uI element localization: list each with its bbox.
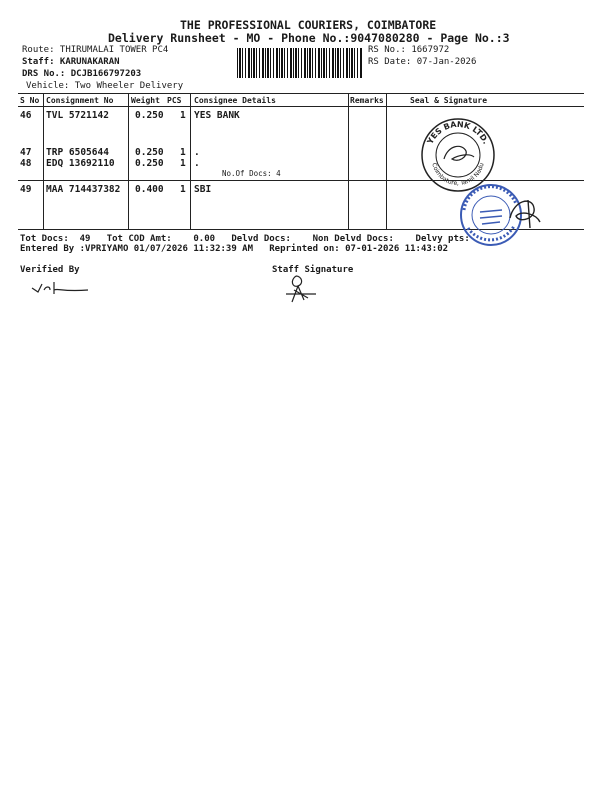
consignment-cell: EDQ 13692110 — [46, 158, 115, 169]
stamp-text-top: YES BANK LTD. — [425, 119, 491, 146]
consignment-cell: TRP 6505644 — [46, 147, 109, 158]
table-top-border — [18, 93, 584, 94]
col-header-remarks: Remarks — [350, 96, 384, 105]
verified-signature-icon — [28, 278, 98, 298]
company-title: THE PROFESSIONAL COURIERS, COIMBATORE — [180, 18, 437, 32]
col-header-seal: Seal & Signature — [410, 96, 488, 105]
details-cell: YES BANK — [194, 110, 240, 121]
pcs-cell: 1 — [180, 184, 186, 195]
rs-number: RS No.: 1667972 — [368, 45, 450, 55]
weight-cell: 0.250 — [135, 110, 164, 121]
stamp-text-bottom: Coimbatore, Tamil Nadu — [430, 162, 486, 188]
staff-signature-icon — [282, 272, 322, 306]
col-header-weight: Weight — [131, 96, 160, 105]
col-header-sno: S No — [20, 96, 40, 105]
col-divider — [43, 93, 44, 229]
col-header-pcs: PCS — [167, 96, 182, 105]
staff-signature-label: Staff Signature — [272, 265, 354, 275]
sno-cell: 49 — [20, 184, 32, 195]
sno-cell: 46 — [20, 110, 32, 121]
weight-cell: 0.250 — [135, 158, 164, 169]
barcode — [237, 48, 362, 78]
signature-scribble-icon — [500, 188, 550, 238]
col-divider — [386, 93, 387, 229]
weight-cell: 0.400 — [135, 184, 164, 195]
pcs-cell: 1 — [180, 158, 186, 169]
vehicle-text: Vehicle: Two Wheeler Delivery — [26, 81, 184, 91]
col-header-consignment: Consignment No — [46, 96, 114, 105]
sno-cell: 47 — [20, 147, 32, 158]
header-bottom-border — [18, 106, 584, 107]
col-divider — [128, 93, 129, 229]
col-divider — [348, 93, 349, 229]
consignment-cell: TVL 5721142 — [46, 110, 109, 121]
col-divider — [190, 93, 191, 229]
rs-date: RS Date: 07-Jan-2026 — [368, 57, 477, 67]
weight-cell: 0.250 — [135, 147, 164, 158]
details-cell: SBI — [194, 184, 212, 195]
col-header-consignee: Consignee Details — [194, 96, 276, 105]
route-text: Route: THIRUMALAI TOWER PC4 — [22, 45, 169, 55]
verified-by-label: Verified By — [20, 265, 80, 275]
consignment-cell: MAA 714437382 — [46, 184, 121, 195]
staff-text: Staff: KARUNAKARAN — [22, 57, 120, 67]
totals-line: Tot Docs: 49 Tot COD Amt: 0.00 Delvd Docs: Non Delvd Docs: Delvy pts: — [20, 234, 470, 244]
drs-number: DRS No.: DCJB166797203 — [22, 69, 142, 79]
pcs-cell: 1 — [180, 147, 186, 158]
details-cell: . — [194, 147, 200, 158]
details-cell: . — [194, 158, 200, 169]
sno-cell: 48 — [20, 158, 32, 169]
entered-by-line: Entered By :VPRIYAMO 01/07/2026 11:32:39 AM Reprinted on: 07-01-2026 11:43:02 — [20, 244, 449, 254]
no-of-docs: No.Of Docs: 4 — [222, 169, 281, 178]
pcs-cell: 1 — [180, 110, 186, 121]
runsheet-subtitle: Delivery Runsheet - MO - Phone No.:9047080280 - Page No.:3 — [108, 31, 510, 45]
